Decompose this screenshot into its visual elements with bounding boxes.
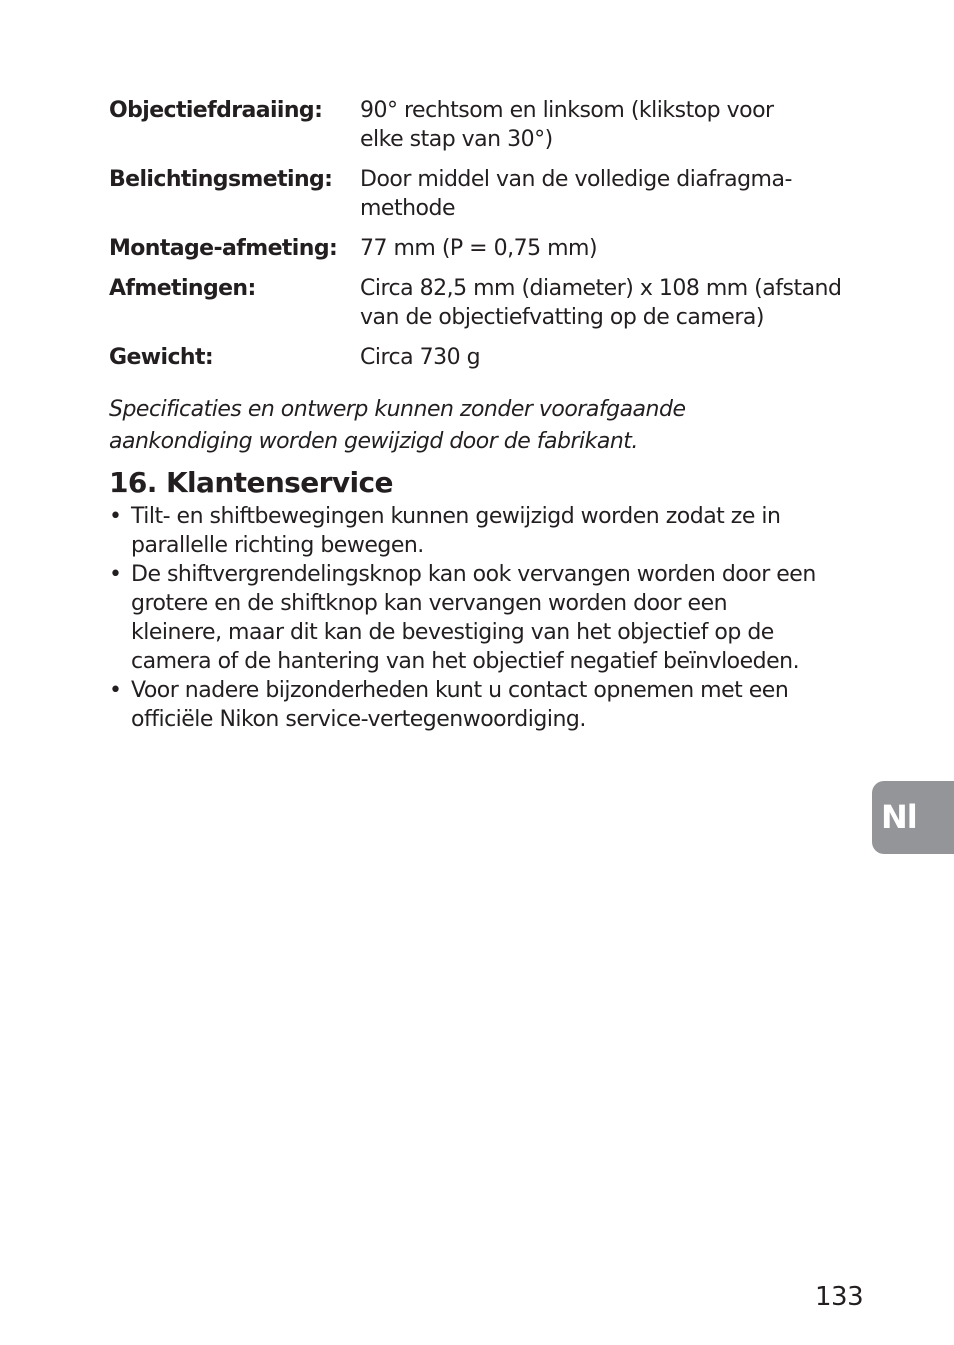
bullet-icon: • [109, 504, 122, 529]
spec-value: 77 mm (P = 0,75 mm) [360, 236, 598, 261]
specifications-table [109, 96, 849, 383]
spec-row-mount-size [109, 234, 849, 263]
section-title: 16. Klantenservice [109, 466, 393, 499]
spec-row-metering [109, 165, 849, 223]
spec-label: Montage-afmeting: [109, 236, 338, 261]
bullet-icon: • [109, 562, 122, 587]
spec-row-weight [109, 343, 849, 372]
spec-value: Circa 730 g [360, 345, 481, 370]
page-number: 133 [815, 1282, 864, 1312]
list-item [109, 502, 854, 560]
spec-value: Door middel van de volledige diafragma- methode [360, 167, 792, 221]
spec-value: Circa 82,5 mm (diameter) x 108 mm (afstand van de objectiefvatting op de camera) [360, 276, 842, 330]
list-item-text: De shiftvergrendelingsknop kan ook vervangen worden door een grotere en de shiftknop kan vervangen worden door een kleinere, maar dit kan de bevestiging van het objectief op de camera of de hantering van het objectief negatief beïnvloeden. [131, 562, 816, 674]
spec-label: Belichtingsmeting: [109, 167, 333, 192]
specifications-disclaimer: Specificaties en ontwerp kunnen zonder voorafgaande aankondiging worden gewijzigd door de fabrikant. [109, 397, 686, 454]
list-item [109, 676, 854, 734]
spec-row-dimensions [109, 274, 849, 332]
list-item-text: Voor nadere bijzonderheden kunt u contact opnemen met een officiële Nikon service-vertegenwoordiging. [131, 678, 789, 732]
spec-label: Afmetingen: [109, 276, 256, 301]
bullet-icon: • [109, 678, 122, 703]
spec-label: Gewicht: [109, 345, 214, 370]
list-item [109, 560, 854, 676]
spec-label: Objectiefdraaiing: [109, 98, 323, 123]
language-tab: Nl [872, 781, 954, 854]
customer-service-list [109, 502, 854, 734]
spec-row-lens-rotation [109, 96, 849, 154]
spec-value: 90° rechtsom en linksom (klikstop voor elke stap van 30°) [360, 98, 774, 152]
list-item-text: Tilt- en shiftbewegingen kunnen gewijzigd worden zodat ze in parallelle richting bewegen. [131, 504, 781, 558]
